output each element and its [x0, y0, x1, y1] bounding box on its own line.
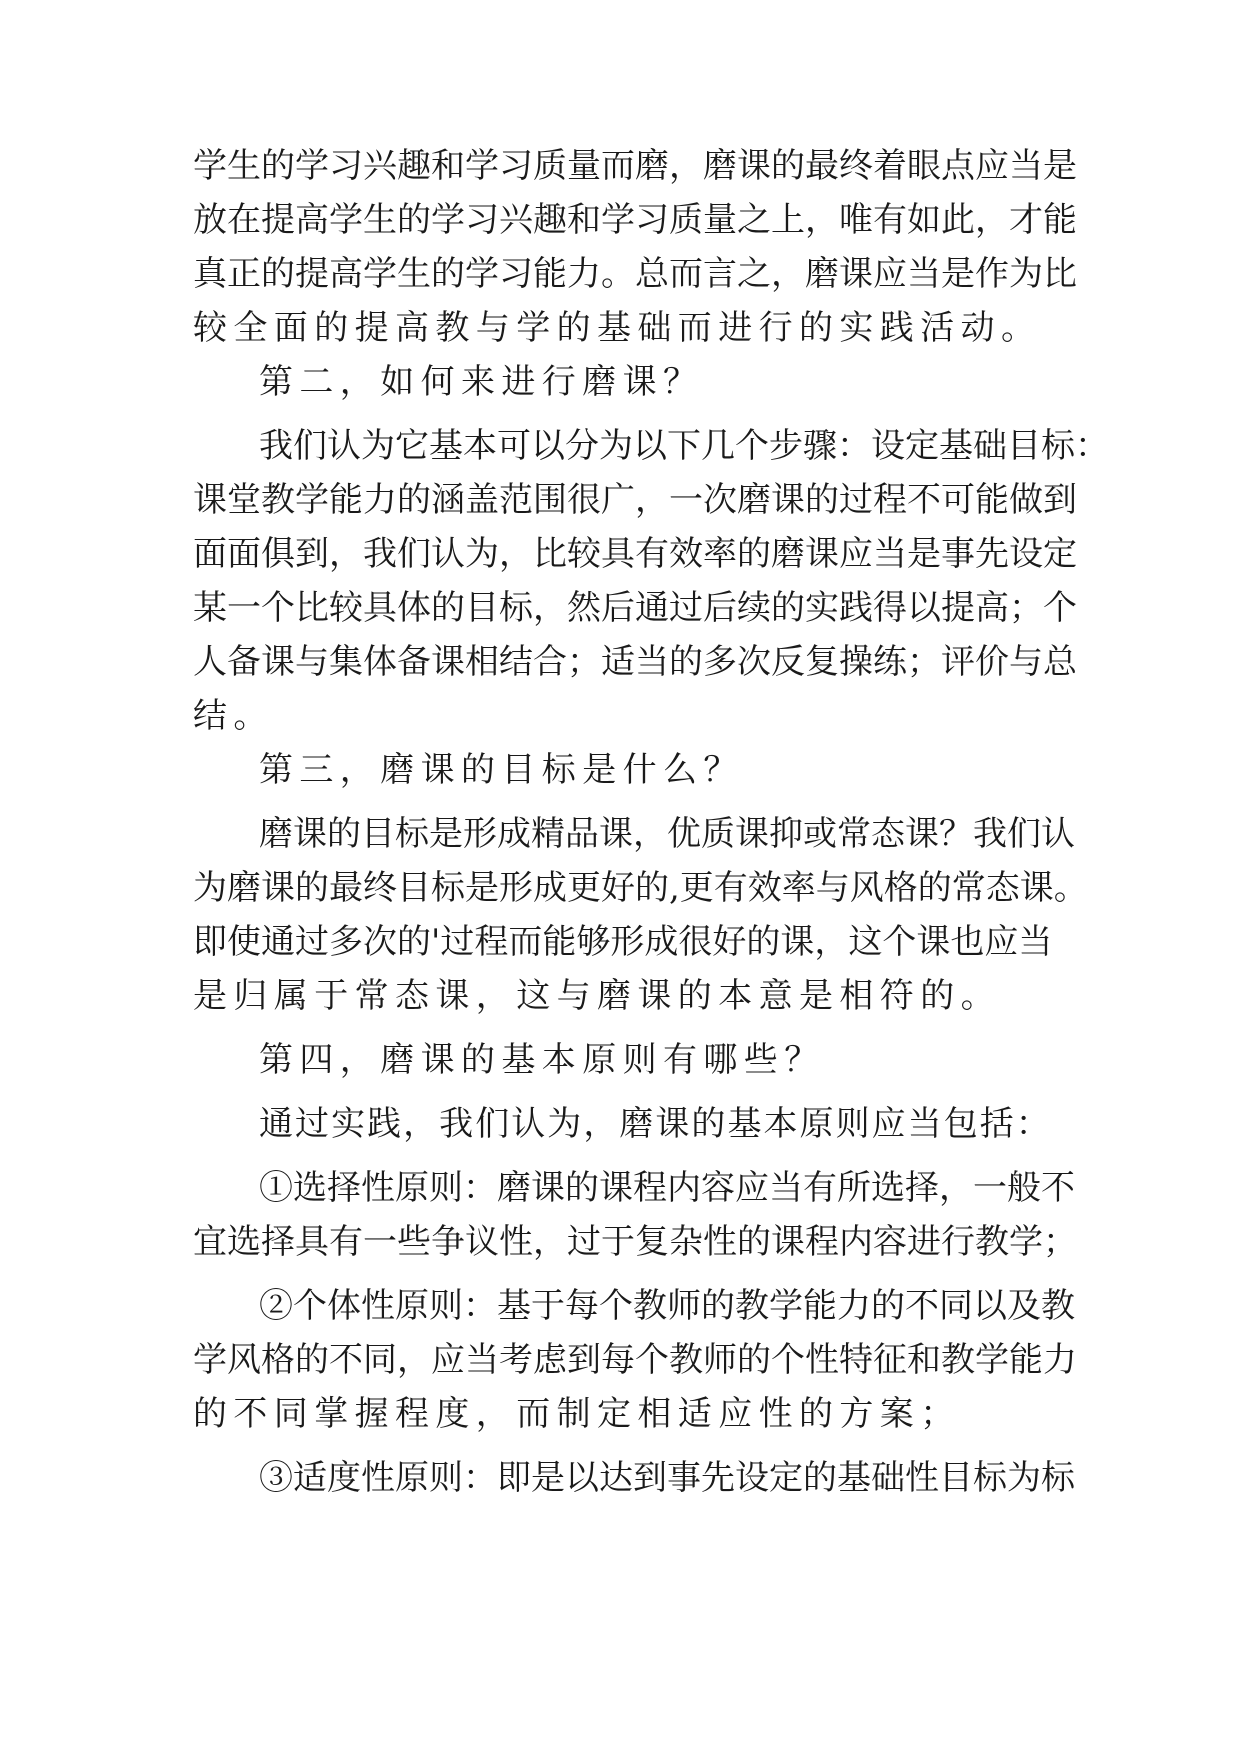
text-line-2: 放在提高学生的学习兴趣和学习质量之上，唯有如此，才能 [193, 200, 1077, 240]
text-line-9: 某一个比较具体的目标，然后通过后续的实践得以提高；个 [193, 588, 1077, 628]
text-line-10: 人备课与集体备课相结合；适当的多次反复操练；评价与总 [193, 642, 1077, 682]
text-line-4: 较全面的提高教与学的基础而进行的实践活动。 [193, 308, 1042, 348]
text-line-18: 通过实践，我们认为，磨课的基本原则应当包括： [259, 1104, 1052, 1144]
text-line-13: 磨课的目标是形成精品课，优质课抑或常态课？我们认 [259, 814, 1075, 854]
section-heading-4: 第四，磨课的基本原则有哪些？ [259, 1040, 825, 1080]
text-line-1: 学生的学习兴趣和学习质量而磨，磨课的最终着眼点应当是 [193, 146, 1077, 186]
text-line-8: 面面俱到，我们认为，比较具有效率的磨课应当是事先设定 [193, 534, 1077, 574]
text-line-23: 的不同掌握程度，而制定相适应性的方案； [193, 1394, 961, 1434]
text-line-20: 宜选择具有一些争议性，过于复杂性的课程内容进行教学； [193, 1222, 1077, 1262]
text-line-21: ②个体性原则：基于每个教师的教学能力的不同以及教 [259, 1286, 1075, 1326]
text-line-19: ①选择性原则：磨课的课程内容应当有所选择，一般不 [259, 1168, 1075, 1208]
text-line-6: 我们认为它基本可以分为以下几个步骤：设定基础目标： [259, 426, 1109, 466]
text-line-7: 课堂教学能力的涵盖范围很广，一次磨课的过程不可能做到 [193, 480, 1077, 520]
text-line-16: 是归属于常态课，这与磨课的本意是相符的。 [193, 976, 1001, 1016]
text-line-15: 即使通过多次的'过程而能够形成很好的课，这个课也应当 [193, 922, 1053, 962]
text-line-22: 学风格的不同，应当考虑到每个教师的个性特征和教学能力 [193, 1340, 1077, 1380]
text-line-11: 结。 [193, 696, 274, 736]
text-line-3: 真正的提高学生的学习能力。总而言之，磨课应当是作为比 [193, 254, 1077, 294]
text-line-24: ③适度性原则：即是以达到事先设定的基础性目标为标 [259, 1458, 1075, 1498]
section-heading-2: 第二，如何来进行磨课？ [259, 362, 704, 402]
section-heading-3: 第三，磨课的目标是什么？ [259, 750, 744, 790]
text-line-14: 为磨课的最终目标是形成更好的,更有效率与风格的常态课。 [193, 868, 1088, 908]
